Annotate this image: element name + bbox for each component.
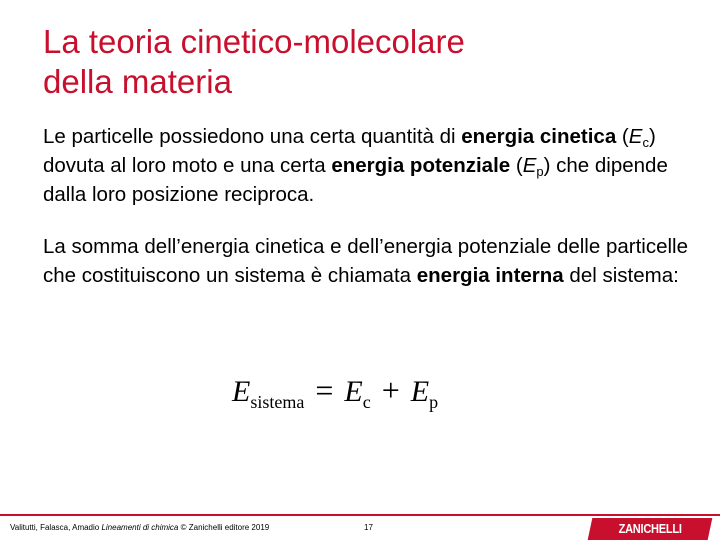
credit-authors: Valitutti, Falasca, Amadio (10, 523, 102, 532)
equation-term2-subscript: p (429, 392, 439, 412)
slide-title-line-1: La teoria cinetico-molecolare (43, 23, 465, 60)
text-run: Le particelle possiedono una certa quantità di (43, 125, 462, 148)
equation-term2-symbol: E (410, 375, 430, 408)
internal-energy-equation (232, 372, 532, 420)
slide-title-line-2: della materia (43, 63, 232, 100)
symbol-e: E (628, 125, 643, 148)
symbol-e: E (522, 154, 537, 177)
paragraph-particle-energy (43, 122, 693, 209)
term-internal-energy: energia interna (416, 264, 564, 287)
logo-text: ZANICHELLI (618, 521, 682, 536)
text-run: del sistema: (563, 264, 679, 287)
footer-credit (10, 523, 269, 533)
subscript-c: c (642, 135, 649, 150)
subscript-p: p (536, 164, 544, 179)
text-run: ( (616, 125, 629, 148)
text-run: ) dovuta al loro moto e una certa (43, 125, 656, 177)
slide-title (43, 22, 683, 102)
equation-term1-symbol: E (344, 375, 363, 408)
equation-lhs-subscript: sistema (250, 392, 305, 412)
term-kinetic-energy: energia cinetica (461, 125, 617, 148)
term-potential-energy: energia potenziale (331, 154, 511, 177)
equation-lhs-symbol: E (232, 375, 251, 408)
zanichelli-logo (588, 518, 713, 540)
page-number: 17 (364, 523, 373, 532)
footer-divider (0, 514, 720, 516)
credit-publisher: © Zanichelli editore 2019 (178, 523, 270, 532)
paragraph-internal-energy (43, 232, 693, 290)
credit-book-title: Lineamenti di chimica (101, 523, 179, 532)
equation-equals-sign: = (315, 372, 334, 408)
text-run: La somma dell’energia cinetica e dell’energia potenziale delle particelle che costituiscono un sistema è chiamata (43, 235, 688, 287)
equation-term1-subscript: c (362, 392, 371, 412)
equation-plus-sign: + (381, 372, 400, 408)
text-run: ( (510, 154, 523, 177)
text-run: ) che dipende dalla loro posizione reciproca. (43, 154, 668, 206)
